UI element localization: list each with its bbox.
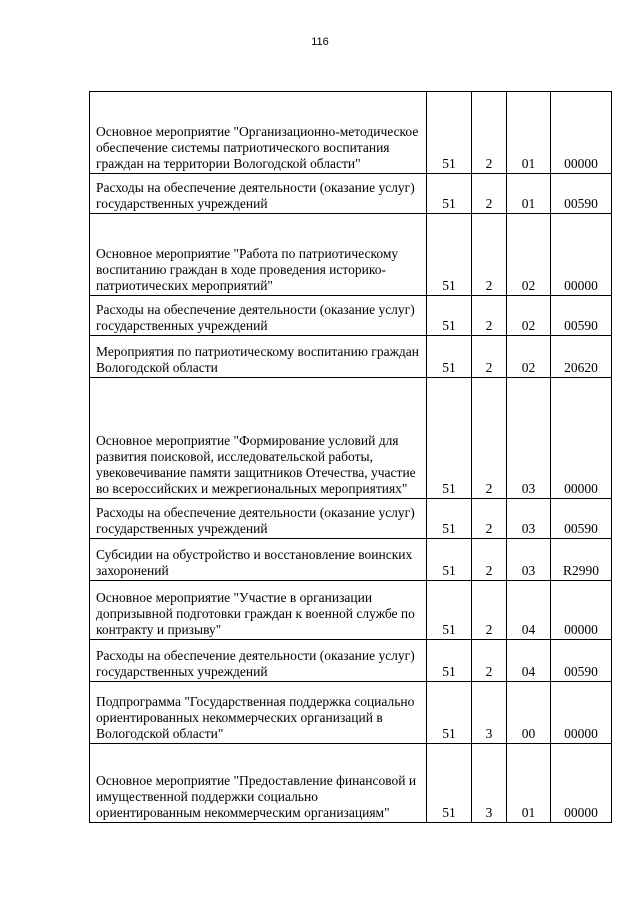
table-row xyxy=(90,640,612,682)
subprogram-code-cell: 2 xyxy=(472,581,507,640)
program-code-cell: 51 xyxy=(427,744,472,823)
activity-code-cell: 03 xyxy=(507,539,551,581)
program-code-cell: 51 xyxy=(427,214,472,296)
subprogram-code-cell: 2 xyxy=(472,539,507,581)
direction-code-cell: 00000 xyxy=(551,92,612,174)
row-name-cell: Расходы на обеспечение деятельности (оказание услуг) государственных учреждений xyxy=(90,499,427,539)
activity-code-cell: 03 xyxy=(507,499,551,539)
subprogram-code-cell: 3 xyxy=(472,682,507,744)
subprogram-code-cell: 2 xyxy=(472,378,507,499)
activity-code-cell: 01 xyxy=(507,744,551,823)
budget-classification-table xyxy=(89,91,612,823)
direction-code-cell: 00590 xyxy=(551,499,612,539)
row-name-cell: Основное мероприятие "Формирование условий для развития поисковой, исследовательской работы, увековечивание памяти защитников Отечества, участие во всероссийских и межрегиональных мероприятиях" xyxy=(90,378,427,499)
row-name-cell: Основное мероприятие "Участие в организации допризывной подготовки граждан к военной службе по контракту и призыву" xyxy=(90,581,427,640)
activity-code-cell: 02 xyxy=(507,336,551,378)
direction-code-cell: 00000 xyxy=(551,744,612,823)
direction-code-cell: 20620 xyxy=(551,336,612,378)
subprogram-code-cell: 2 xyxy=(472,174,507,214)
activity-code-cell: 02 xyxy=(507,296,551,336)
program-code-cell: 51 xyxy=(427,296,472,336)
row-name-cell: Расходы на обеспечение деятельности (оказание услуг) государственных учреждений xyxy=(90,640,427,682)
subprogram-code-cell: 2 xyxy=(472,296,507,336)
activity-code-cell: 02 xyxy=(507,214,551,296)
table-row xyxy=(90,744,612,823)
row-name-cell: Мероприятия по патриотическому воспитанию граждан Вологодской области xyxy=(90,336,427,378)
table-row xyxy=(90,682,612,744)
direction-code-cell: 00590 xyxy=(551,296,612,336)
row-name-cell: Основное мероприятие "Предоставление финансовой и имущественной поддержки социально ориентированным некоммерческим организациям" xyxy=(90,744,427,823)
program-code-cell: 51 xyxy=(427,92,472,174)
subprogram-code-cell: 3 xyxy=(472,744,507,823)
table-row xyxy=(90,581,612,640)
activity-code-cell: 03 xyxy=(507,378,551,499)
program-code-cell: 51 xyxy=(427,640,472,682)
table-row xyxy=(90,214,612,296)
activity-code-cell: 01 xyxy=(507,92,551,174)
row-name-cell: Расходы на обеспечение деятельности (оказание услуг) государственных учреждений xyxy=(90,296,427,336)
direction-code-cell: 00590 xyxy=(551,640,612,682)
table-row xyxy=(90,296,612,336)
subprogram-code-cell: 2 xyxy=(472,499,507,539)
direction-code-cell: R2990 xyxy=(551,539,612,581)
table-row xyxy=(90,92,612,174)
table-row xyxy=(90,378,612,499)
table-row xyxy=(90,174,612,214)
subprogram-code-cell: 2 xyxy=(472,336,507,378)
direction-code-cell: 00000 xyxy=(551,214,612,296)
subprogram-code-cell: 2 xyxy=(472,640,507,682)
row-name-cell: Основное мероприятие "Организационно-методическое обеспечение системы патриотического воспитания граждан на территории Вологодской области" xyxy=(90,92,427,174)
activity-code-cell: 04 xyxy=(507,581,551,640)
row-name-cell: Основное мероприятие "Работа по патриотическому воспитанию граждан в ходе проведения историко-патриотических мероприятий" xyxy=(90,214,427,296)
activity-code-cell: 00 xyxy=(507,682,551,744)
row-name-cell: Субсидии на обустройство и восстановление воинских захоронений xyxy=(90,539,427,581)
activity-code-cell: 04 xyxy=(507,640,551,682)
program-code-cell: 51 xyxy=(427,499,472,539)
direction-code-cell: 00000 xyxy=(551,378,612,499)
subprogram-code-cell: 2 xyxy=(472,214,507,296)
direction-code-cell: 00000 xyxy=(551,581,612,640)
subprogram-code-cell: 2 xyxy=(472,92,507,174)
table-row xyxy=(90,499,612,539)
direction-code-cell: 00590 xyxy=(551,174,612,214)
table-row xyxy=(90,336,612,378)
program-code-cell: 51 xyxy=(427,682,472,744)
program-code-cell: 51 xyxy=(427,378,472,499)
program-code-cell: 51 xyxy=(427,174,472,214)
program-code-cell: 51 xyxy=(427,336,472,378)
page-number: 116 xyxy=(311,36,329,48)
row-name-cell: Расходы на обеспечение деятельности (оказание услуг) государственных учреждений xyxy=(90,174,427,214)
program-code-cell: 51 xyxy=(427,581,472,640)
program-code-cell: 51 xyxy=(427,539,472,581)
activity-code-cell: 01 xyxy=(507,174,551,214)
table-row xyxy=(90,539,612,581)
row-name-cell: Подпрограмма "Государственная поддержка социально ориентированных некоммерческих организаций в Вологодской области" xyxy=(90,682,427,744)
direction-code-cell: 00000 xyxy=(551,682,612,744)
